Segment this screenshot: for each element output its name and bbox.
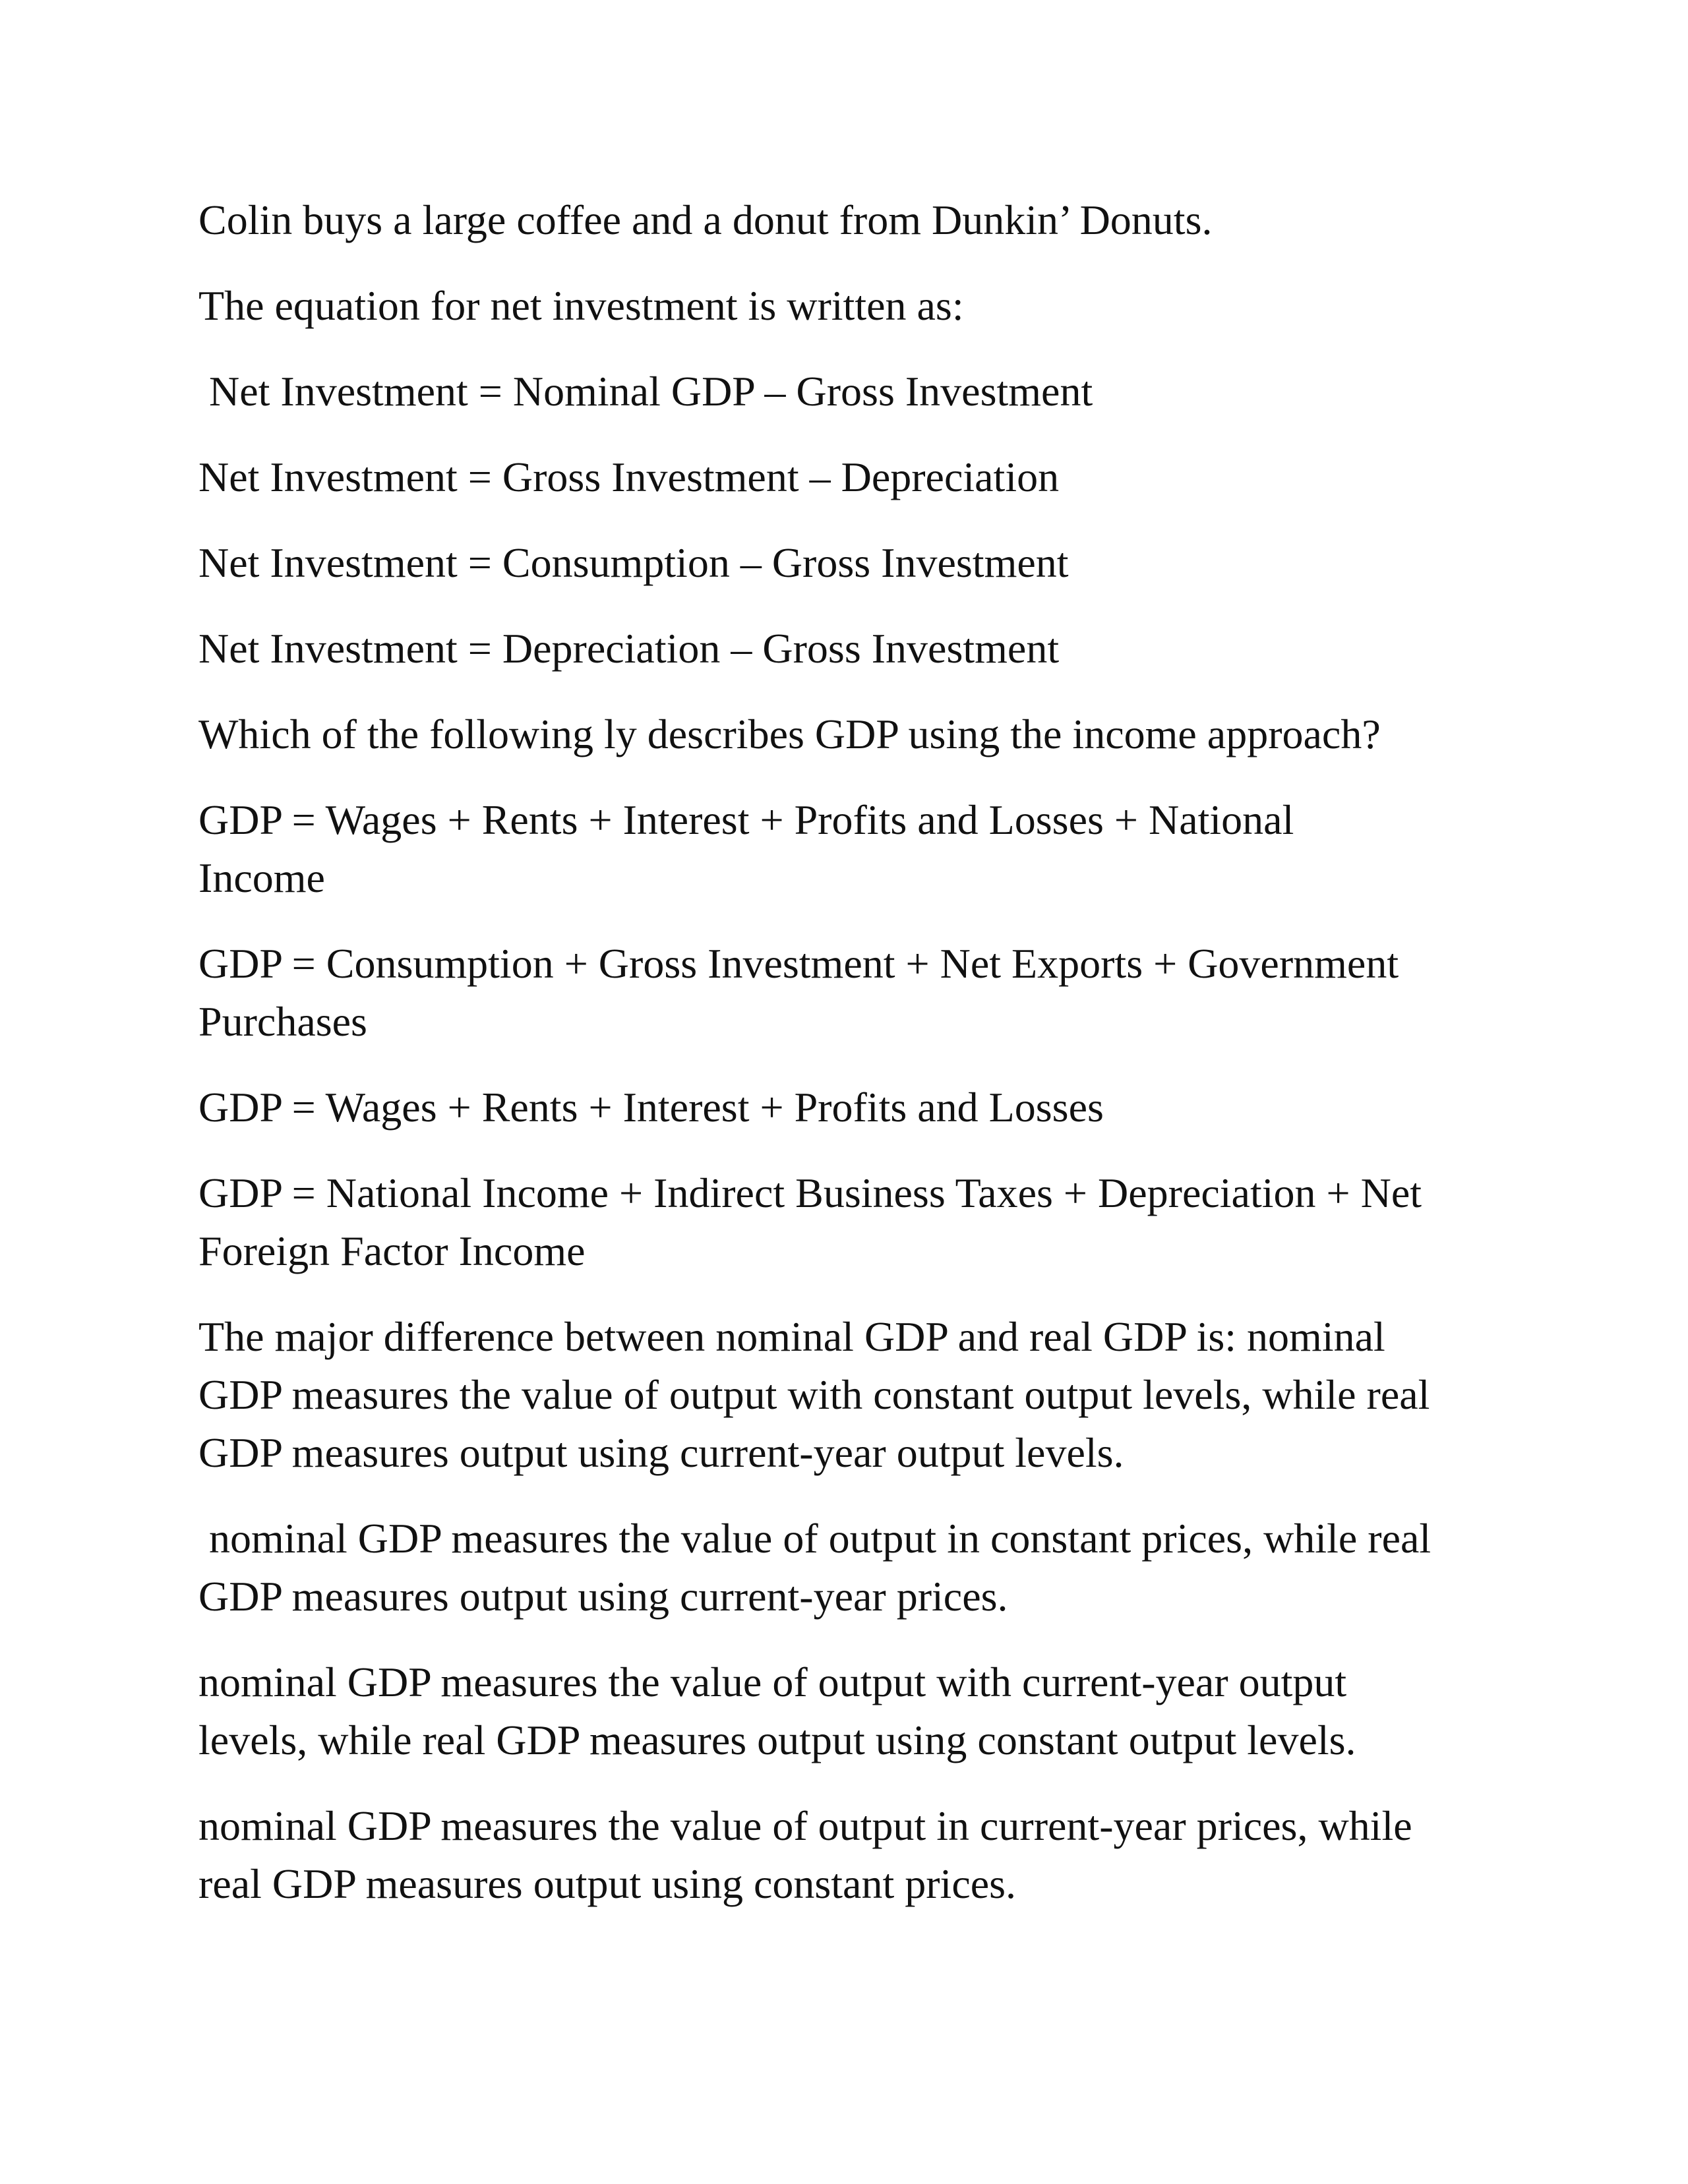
answer-option: GDP = Consumption + Gross Investment + Net Exports + Government Purchases — [198, 940, 1399, 1045]
document-body — [198, 191, 1517, 1941]
answer-option: GDP = Wages + Rents + Interest + Profits and Losses — [198, 1084, 1104, 1131]
answer-option: Net Investment = Depreciation – Gross Investment — [198, 625, 1060, 672]
question-net-investment: The equation for net investment is written as: — [198, 282, 964, 329]
answer-option: GDP = National Income + Indirect Business Taxes + Depreciation + Net Foreign Factor Income — [198, 1169, 1422, 1274]
answer-option: nominal GDP measures the value of output with current-year output levels, while real GDP measures output using constant output levels. — [198, 1659, 1356, 1763]
question-income-approach: Which of the following ly describes GDP using the income approach? — [198, 711, 1381, 757]
answer-option: nominal GDP measures the value of output in current-year prices, while real GDP measures output using constant prices. — [198, 1802, 1412, 1907]
answer-option: Net Investment = Nominal GDP – Gross Investment — [198, 368, 1093, 415]
answer-option: Net Investment = Gross Investment – Depreciation — [198, 454, 1060, 500]
answer-option: nominal GDP measures the value of output in constant prices, while real GDP measures output using current-year prices. — [198, 1515, 1432, 1620]
question-nominal-vs-real: The major difference between nominal GDP and real GDP is: nominal GDP measures the value of output with constant output levels, while real GDP measures output using current-year output levels. — [198, 1313, 1430, 1476]
answer-option: Net Investment = Consumption – Gross Investment — [198, 539, 1069, 586]
answer-option: GDP = Wages + Rents + Interest + Profits and Losses + National Income — [198, 796, 1294, 901]
paragraph-intro-statement: Colin buys a large coffee and a donut from Dunkin’ Donuts. — [198, 196, 1213, 243]
